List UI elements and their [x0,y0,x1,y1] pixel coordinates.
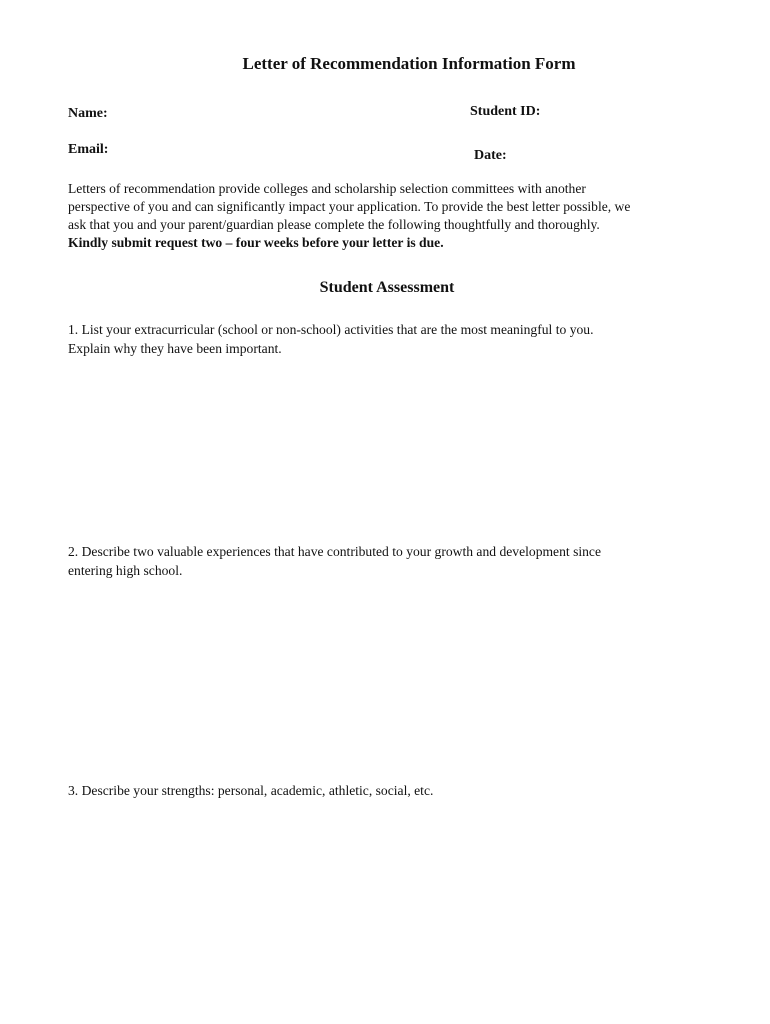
intro-line: Letters of recommendation provide colleges and scholarship selection committees with another [68,181,586,196]
question-2 [68,542,708,580]
email-label: Email: [68,142,109,157]
intro-line: perspective of you and can significantly impact your application. To provide the best letter possible, we [68,199,631,214]
intro-emphasis: Kindly submit request two – four weeks before your letter is due. [68,235,444,250]
answer-area-2[interactable] [68,584,708,774]
question-3 [68,781,708,800]
question-text: Explain why they have been important. [68,341,282,356]
name-label: Name: [68,106,108,121]
form-title: Letter of Recommendation Information Form [242,54,576,73]
question-1 [68,320,708,358]
question-text: entering high school. [68,563,183,578]
question-text: 2. Describe two valuable experiences that have contributed to your growth and development since [68,544,601,559]
answer-area-3[interactable] [68,805,708,1005]
answer-area-1[interactable] [68,362,708,532]
date-label: Date: [474,148,507,163]
student-id-label: Student ID: [470,104,541,119]
section-heading: Student Assessment [319,279,455,296]
question-text: 3. Describe your strengths: personal, academic, athletic, social, etc. [68,783,434,798]
intro-paragraph [68,180,708,252]
intro-line: ask that you and your parent/guardian please complete the following thoughtfully and thoroughly. [68,217,600,232]
question-text: 1. List your extracurricular (school or non-school) activities that are the most meaningful to you. [68,322,594,337]
